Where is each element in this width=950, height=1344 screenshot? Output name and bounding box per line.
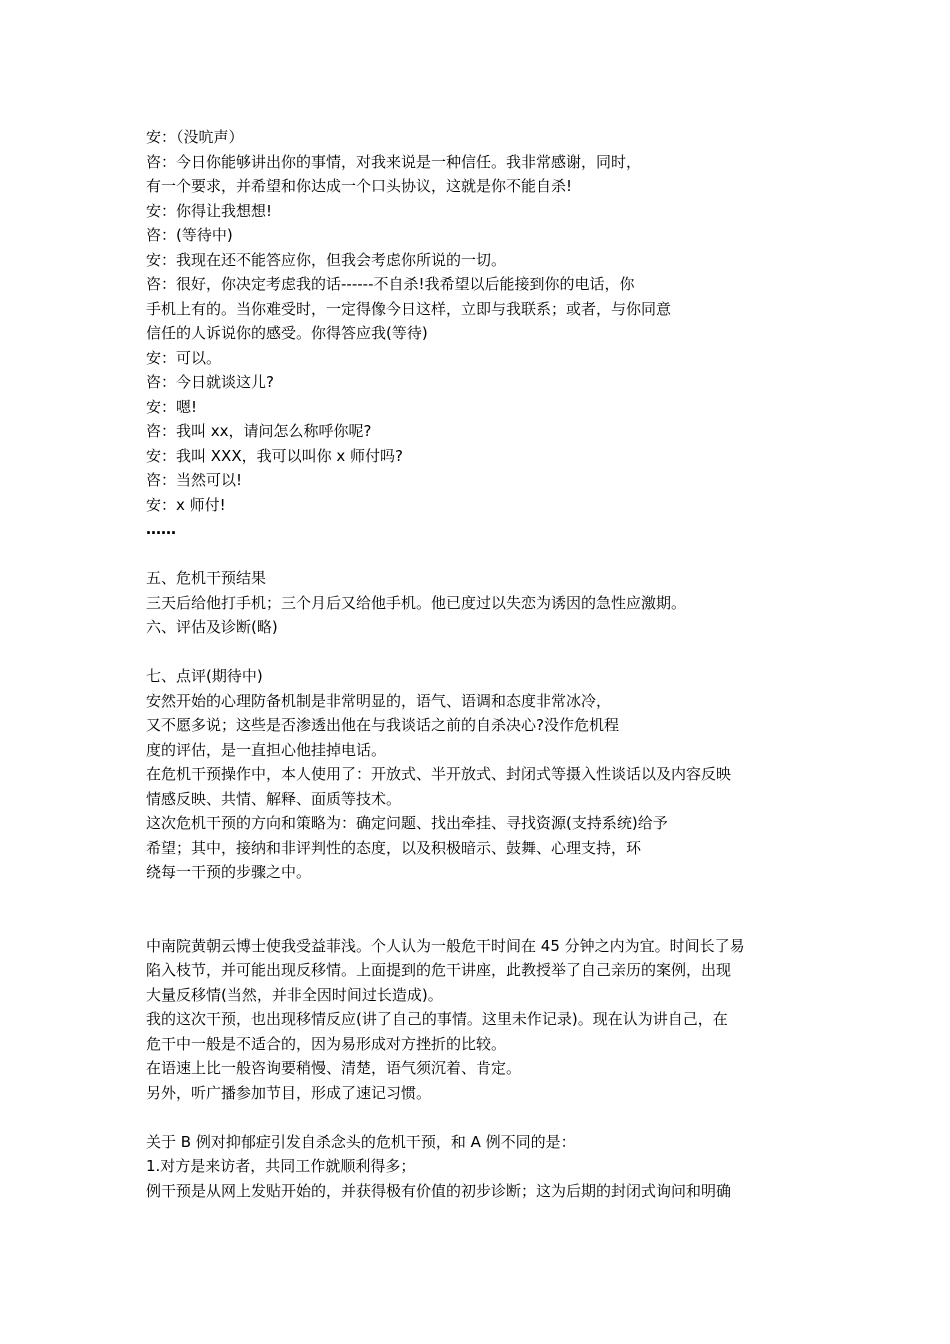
dialogue-line: 咨：很好，你决定考虑我的话------不自杀!我希望以后能接到你的电话，你 xyxy=(146,275,635,293)
dialogue-line: 手机上有的。当你难受时，一定得像今日这样，立即与我联系；或者，与你同意 xyxy=(146,299,672,318)
paragraph-line: 陷入枝节，并可能出现反移情。上面提到的危干讲座，此教授举了自己亲历的案例，出现 xyxy=(146,961,732,979)
dialogue-line: 咨：当然可以! xyxy=(146,471,243,489)
paragraph-line: 安然开始的心理防备机制是非常明显的，语气、语调和态度非常冰冷， xyxy=(146,691,612,710)
paragraph-line: 希望；其中，接纳和非评判性的态度，以及积极暗示、鼓舞、心理支持，环 xyxy=(146,838,642,857)
paragraph-line: 又不愿多说；这些是否渗透出他在与我谈话之前的自杀决心?没作危机程 xyxy=(146,716,619,734)
paragraph-line: 在语速上比一般咨询要稍慢、清楚，语气须沉着、肯定。 xyxy=(146,1059,522,1077)
section-6 xyxy=(146,615,816,640)
section-heading: 五、危机干预结果 xyxy=(146,569,267,587)
paragraph-line: 在危机干预操作中，本人使用了：开放式、半开放式、封闭式等摄入性谈话以及内容反映 xyxy=(146,765,732,783)
dialogue-line: 安：（没吭声） xyxy=(146,128,244,146)
spacer xyxy=(146,1105,816,1130)
paragraph-line: 大量反移情(当然，并非全因时间过长造成)。 xyxy=(146,985,443,1004)
dialogue-line: 安：我叫 XXX，我可以叫你 x 师付吗? xyxy=(146,446,403,465)
paragraph-line: 关于 B 例对抑郁症引发自杀念头的危机干预，和 A 例不同的是： xyxy=(146,1132,576,1151)
dialogue-line: 安：我现在还不能答应你，但我会考虑你所说的一切。 xyxy=(146,250,507,269)
dialogue-line: 安：你得让我想想! xyxy=(146,201,273,220)
paragraph-line: 情感反映、共情、解释、面质等技术。 xyxy=(146,789,402,808)
dialogue-line: 咨：今日你能够讲出你的事情，对我来说是一种信任。我非常感谢，同时， xyxy=(146,152,642,171)
section-heading: 六、评估及诊断(略) xyxy=(146,618,278,636)
dialogue-block xyxy=(146,125,816,542)
paragraph-line: 这次危机干预的方向和策略为：确定问题、找出牵挂、寻找资源(支持系统)给予 xyxy=(146,814,668,832)
dialogue-line: 安：嗯! xyxy=(146,397,198,416)
dialogue-line: 咨：我叫 xx，请问怎么称呼你呢? xyxy=(146,422,372,440)
spacer xyxy=(146,885,816,934)
spacer xyxy=(146,542,816,567)
section-7 xyxy=(146,664,816,885)
document-page xyxy=(146,125,816,1203)
dialogue-line: 信任的人诉说你的感受。你得答应我(等待) xyxy=(146,324,428,342)
dialogue-line: 安：x 师付! xyxy=(146,495,226,514)
paragraph-line: 我的这次干预，也出现移情反应(讲了自己的事情。这里未作记录)。现在认为讲自己，在 xyxy=(146,1010,728,1028)
dialogue-line: 安：可以。 xyxy=(146,348,222,367)
spacer xyxy=(146,640,816,665)
paragraph-line: 中南院黄朝云博士使我受益菲浅。个人认为一般危干时间在 45 分钟之内为宜。时间长了易 xyxy=(146,936,745,955)
paragraph-line: 度的评估，是一直担心他挂掉电话。 xyxy=(146,740,387,759)
paragraph-line: 1.对方是来访者，共同工作就顺利得多； xyxy=(146,1157,416,1175)
section-5 xyxy=(146,566,816,615)
dialogue-line: 咨：(等待中) xyxy=(146,226,233,244)
case-b-block xyxy=(146,1130,816,1204)
dialogue-line: 有一个要求，并希望和你达成一个口头协议，这就是你不能自杀! xyxy=(146,177,573,195)
section-heading: 七、点评(期待中) xyxy=(146,667,263,685)
paragraph-line: 绕每一干预的步骤之中。 xyxy=(146,863,312,881)
paragraph-line: 三天后给他打手机；三个月后又给他手机。他已度过以失恋为诱因的急性应激期。 xyxy=(146,593,687,612)
ellipsis-marker: …… xyxy=(146,520,176,538)
dialogue-line: 咨：今日就谈这儿? xyxy=(146,373,274,391)
commentary-block xyxy=(146,934,816,1106)
paragraph-line: 例干预是从网上发贴开始的，并获得极有价值的初步诊断；这为后期的封闭式询问和明确 xyxy=(146,1181,732,1200)
paragraph-line: 危干中一般是不适合的，因为易形成对方挫折的比较。 xyxy=(146,1034,507,1053)
paragraph-line: 另外，听广播参加节目，形成了速记习惯。 xyxy=(146,1083,432,1102)
